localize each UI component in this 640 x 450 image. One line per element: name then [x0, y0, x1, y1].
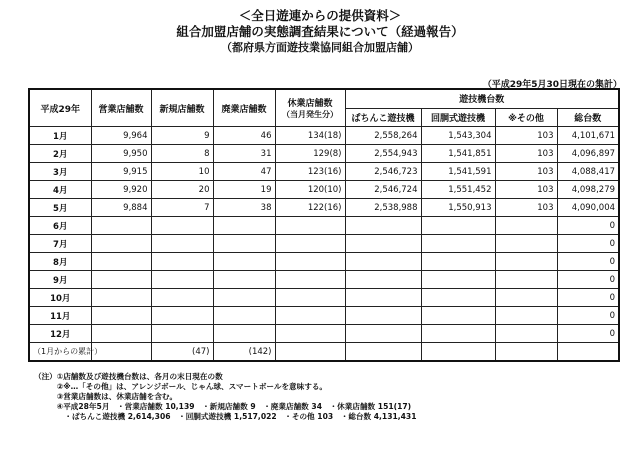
table-cell-suspended — [275, 271, 345, 289]
table-cell-total: 0 — [557, 235, 619, 253]
table-cell-pachinko — [345, 325, 421, 343]
table-cell-new — [151, 253, 213, 271]
cumulative-cell-new: (47) — [151, 343, 213, 362]
table-cell-operating: 9,915 — [91, 163, 151, 181]
table-row — [29, 217, 619, 235]
table-cell-suspended — [275, 217, 345, 235]
table-cell-month: 1月 — [29, 127, 91, 145]
table-cell-pachinko — [345, 235, 421, 253]
document-subtitle-scope: （都府県方面遊技業協同組合加盟店舗） — [221, 41, 419, 54]
table-cell-month: 3月 — [29, 163, 91, 181]
table-row — [29, 163, 619, 181]
footnote: （注）①店舗数及び遊技機台数は、各月の末日現在の数 — [34, 372, 223, 381]
table-cell-slot — [421, 307, 495, 325]
table-cell-suspended: 120(10) — [275, 181, 345, 199]
table-cell-operating — [91, 289, 151, 307]
table-cell-slot — [421, 217, 495, 235]
table-cell-other — [495, 271, 557, 289]
header-pachinko: ぱちんこ遊技機 — [345, 108, 421, 127]
table-cell-operating — [91, 325, 151, 343]
cumulative-cell-slot — [421, 343, 495, 362]
header-suspended-sub: （当月発生分） — [282, 110, 338, 119]
table-cell-slot — [421, 289, 495, 307]
table-cell-closed — [213, 271, 275, 289]
table-cell-total: 4,098,279 — [557, 181, 619, 199]
table-cell-closed — [213, 235, 275, 253]
table-cell-closed — [213, 325, 275, 343]
footnote: ②※…「その他」は、アレンジボール、じゃん球、スマートボールを意味する。 — [34, 382, 328, 391]
table-cell-total: 0 — [557, 289, 619, 307]
table-cell-new — [151, 307, 213, 325]
table-cell-operating: 9,964 — [91, 127, 151, 145]
table-cell-operating: 9,950 — [91, 145, 151, 163]
table-cell-other — [495, 289, 557, 307]
cumulative-cell-suspended — [275, 343, 345, 362]
table-cell-total: 0 — [557, 307, 619, 325]
header-machines: 遊技機台数 — [345, 89, 619, 108]
table-cell-pachinko: 2,558,264 — [345, 127, 421, 145]
table-cell-operating: 9,884 — [91, 199, 151, 217]
table-cell-slot — [421, 325, 495, 343]
table-cell-other — [495, 307, 557, 325]
table-cell-pachinko: 2,546,723 — [345, 163, 421, 181]
header-suspended-label: 休業店舗数 — [287, 99, 333, 109]
table-cell-other — [495, 217, 557, 235]
cumulative-cell-pachinko — [345, 343, 421, 362]
document-subtitle: 組合加盟店舗の実態調査結果について（経過報告） — [176, 24, 464, 39]
table-cell-month: 11月 — [29, 307, 91, 325]
table-cell-total: 0 — [557, 271, 619, 289]
table-row — [29, 307, 619, 325]
table-cell-suspended: 123(16) — [275, 163, 345, 181]
table-cell-operating — [91, 271, 151, 289]
table-cell-month: 4月 — [29, 181, 91, 199]
table-cell-slot: 1,551,452 — [421, 181, 495, 199]
table-cell-other: 103 — [495, 181, 557, 199]
table-row — [29, 253, 619, 271]
table-cell-operating — [91, 307, 151, 325]
table-cell-pachinko — [345, 271, 421, 289]
table-cell-operating — [91, 235, 151, 253]
survey-table — [28, 88, 620, 362]
table-cell-pachinko: 2,554,943 — [345, 145, 421, 163]
table-cell-month: 7月 — [29, 235, 91, 253]
header-closed: 廃業店舗数 — [213, 89, 275, 127]
table-cell-total: 0 — [557, 253, 619, 271]
table-cell-pachinko: 2,546,724 — [345, 181, 421, 199]
table-cell-new: 10 — [151, 163, 213, 181]
table-cell-closed: 38 — [213, 199, 275, 217]
table-cell-closed: 31 — [213, 145, 275, 163]
table-cell-month: 9月 — [29, 271, 91, 289]
table-cell-new — [151, 289, 213, 307]
table-row — [29, 271, 619, 289]
table-row — [29, 181, 619, 199]
table-cell-month: 8月 — [29, 253, 91, 271]
table-cell-suspended: 134(18) — [275, 127, 345, 145]
table-cell-other: 103 — [495, 163, 557, 181]
header-total: 総台数 — [557, 108, 619, 127]
table-row — [29, 325, 619, 343]
table-row — [29, 199, 619, 217]
table-cell-slot: 1,550,913 — [421, 199, 495, 217]
header-other: ※その他 — [495, 108, 557, 127]
footnote: ④平成28年5月 ・営業店舗数 10,139 ・新規店舗数 9 ・廃業店舗数 34 ・休業店舗数 151(17) — [34, 402, 412, 411]
table-cell-month: 10月 — [29, 289, 91, 307]
table-cell-closed — [213, 217, 275, 235]
header-operating: 営業店舗数 — [91, 89, 151, 127]
header-suspended — [275, 89, 345, 127]
as-of-date: （平成29年5月30日現在の集計） — [482, 80, 622, 90]
table-cell-total: 4,088,417 — [557, 163, 619, 181]
footnote: ・ぱちんこ遊技機 2,614,306 ・回胴式遊技機 1,517,022 ・その他 103 ・総台数 4,131,431 — [34, 412, 417, 421]
footnote: ③営業店舗数は、休業店舗を含む。 — [34, 392, 178, 401]
table-cell-new: 20 — [151, 181, 213, 199]
table-cell-pachinko: 2,538,988 — [345, 199, 421, 217]
table-cell-pachinko — [345, 253, 421, 271]
header-period: 平成29年 — [29, 89, 91, 127]
table-row — [29, 145, 619, 163]
table-cell-total: 4,090,004 — [557, 199, 619, 217]
cumulative-cell-label: （1月からの累計） — [29, 343, 91, 362]
table-cell-other: 103 — [495, 145, 557, 163]
table-cell-operating — [91, 217, 151, 235]
table-cell-pachinko — [345, 307, 421, 325]
table-cell-closed: 19 — [213, 181, 275, 199]
table-cell-operating — [91, 253, 151, 271]
table-cell-suspended — [275, 253, 345, 271]
table-cell-operating: 9,920 — [91, 181, 151, 199]
table-cell-month: 5月 — [29, 199, 91, 217]
table-cell-closed: 46 — [213, 127, 275, 145]
table-cell-closed — [213, 289, 275, 307]
table-cell-pachinko — [345, 217, 421, 235]
table-cell-slot — [421, 253, 495, 271]
table-cell-suspended: 122(16) — [275, 199, 345, 217]
table-cell-closed: 47 — [213, 163, 275, 181]
table-cell-new — [151, 217, 213, 235]
table-cell-other — [495, 235, 557, 253]
table-cell-suspended — [275, 235, 345, 253]
table-cell-total: 0 — [557, 325, 619, 343]
header-slot: 回胴式遊技機 — [421, 108, 495, 127]
cumulative-row — [29, 343, 619, 362]
header-new: 新規店舗数 — [151, 89, 213, 127]
table-cell-total: 0 — [557, 217, 619, 235]
table-cell-total: 4,101,671 — [557, 127, 619, 145]
cumulative-cell-other — [495, 343, 557, 362]
table-cell-month: 12月 — [29, 325, 91, 343]
table-cell-new: 7 — [151, 199, 213, 217]
table-cell-slot: 1,543,304 — [421, 127, 495, 145]
cumulative-cell-closed: (142) — [213, 343, 275, 362]
table-cell-closed — [213, 253, 275, 271]
table-cell-month: 2月 — [29, 145, 91, 163]
table-cell-other: 103 — [495, 127, 557, 145]
table-cell-other — [495, 253, 557, 271]
table-row — [29, 235, 619, 253]
table-cell-new — [151, 235, 213, 253]
table-cell-new — [151, 271, 213, 289]
table-cell-other: 103 — [495, 199, 557, 217]
cumulative-cell-total — [557, 343, 619, 362]
table-row — [29, 127, 619, 145]
table-cell-suspended — [275, 289, 345, 307]
table-cell-slot — [421, 271, 495, 289]
table-cell-new: 9 — [151, 127, 213, 145]
table-cell-pachinko — [345, 289, 421, 307]
document-title: ＜全日遊連からの提供資料＞ — [238, 8, 402, 23]
table-cell-total: 4,096,897 — [557, 145, 619, 163]
table-cell-closed — [213, 307, 275, 325]
table-cell-slot — [421, 235, 495, 253]
table-cell-suspended — [275, 307, 345, 325]
table-row — [29, 289, 619, 307]
table-cell-suspended — [275, 325, 345, 343]
table-cell-suspended: 129(8) — [275, 145, 345, 163]
table-cell-new — [151, 325, 213, 343]
table-cell-month: 6月 — [29, 217, 91, 235]
table-cell-other — [495, 325, 557, 343]
table-cell-new: 8 — [151, 145, 213, 163]
table-cell-slot: 1,541,591 — [421, 163, 495, 181]
footnotes — [34, 372, 417, 422]
table-cell-slot: 1,541,851 — [421, 145, 495, 163]
